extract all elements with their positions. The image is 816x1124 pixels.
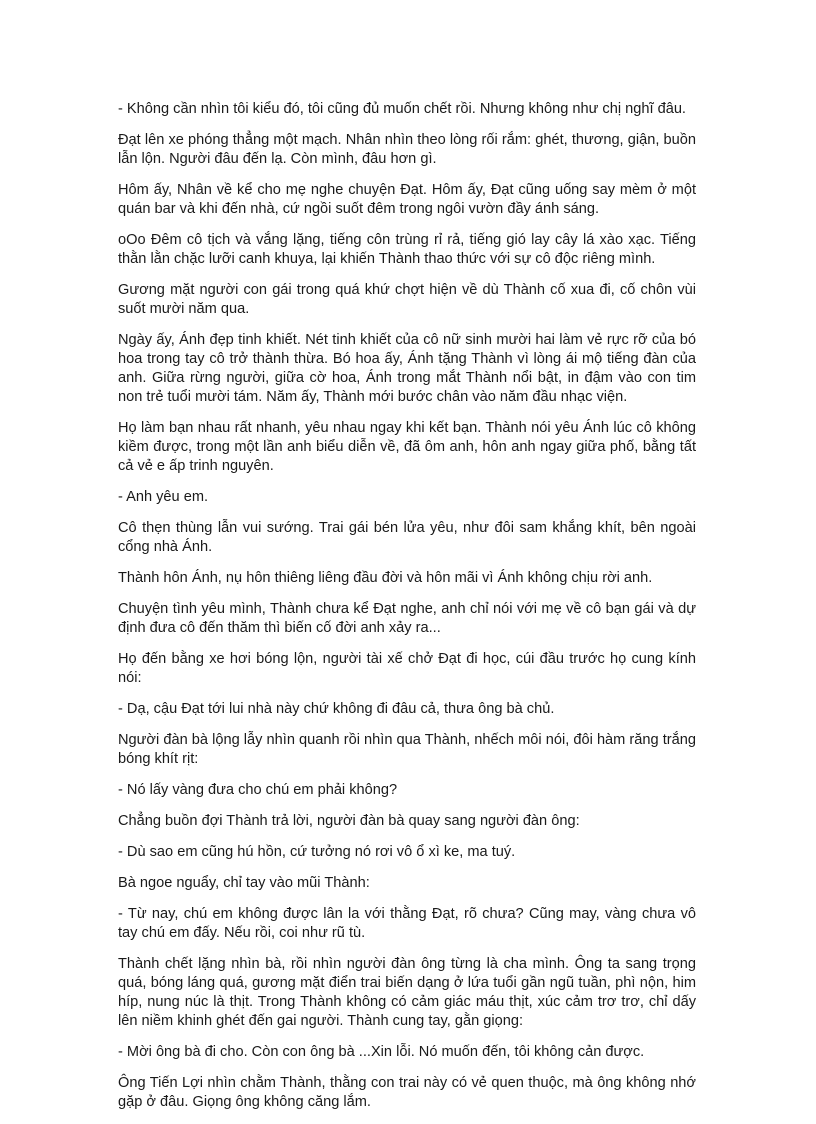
paragraph: Thành chết lặng nhìn bà, rồi nhìn người đàn ông từng là cha mình. Ông ta sang trọng quá, bóng láng quá, gương mặt điển trai biến dạng ở lứa tuổi gần ngũ tuần, phì nộn, him híp, nung núc là thịt. Trong Thành không có cảm giác máu thịt, xúc cảm trơ trơ, chỉ dấy lên niềm khinh ghét đến gai người. Thành cung tay, gằn giọng: xyxy=(118,956,696,1029)
paragraph: Họ đến bằng xe hơi bóng lộn, người tài xế chở Đạt đi học, cúi đầu trước họ cung kính nói: xyxy=(118,651,696,686)
paragraph: Họ làm bạn nhau rất nhanh, yêu nhau ngay khi kết bạn. Thành nói yêu Ánh lúc cô không kiềm được, trong một lần anh biểu diễn về, đã ôm anh, hôn anh ngay giữa phố, bằng tất cả vẻ e ấp trinh nguyên. xyxy=(118,420,696,474)
document-page xyxy=(118,100,696,1124)
paragraph: Cô thẹn thùng lẫn vui sướng. Trai gái bén lửa yêu, như đôi sam khắng khít, bên ngoài cổng nhà Ánh. xyxy=(118,520,696,555)
paragraph: Ông Tiến Lợi nhìn chằm Thành, thằng con trai này có vẻ quen thuộc, mà ông không nhớ gặp ở đâu. Giọng ông không căng lắm. xyxy=(118,1075,696,1110)
paragraph: Ngày ấy, Ánh đẹp tinh khiết. Nét tinh khiết của cô nữ sinh mười hai làm vẻ rực rỡ của bó hoa trong tay cô trở thành thừa. Bó hoa ấy, Ánh tặng Thành vì lòng ái mộ tiếng đàn của anh. Giữa rừng người, giữa cờ hoa, Ánh trong mắt Thành nổi bật, in đậm vào con tim non trẻ tuổi mười tám. Năm ấy, Thành mới bước chân vào năm đầu nhạc viện. xyxy=(118,332,696,405)
paragraph: - Dạ, cậu Đạt tới lui nhà này chứ không đi đâu cả, thưa ông bà chủ. xyxy=(118,701,555,717)
paragraph: Hôm ấy, Nhân về kể cho mẹ nghe chuyện Đạt. Hôm ấy, Đạt cũng uống say mèm ở một quán bar và khi đến nhà, cứ ngồi suốt đêm trong ngôi vườn đầy ánh sáng. xyxy=(118,182,696,217)
paragraph: - Mời ông bà đi cho. Còn con ông bà ...Xin lỗi. Nó muốn đến, tôi không cản được. xyxy=(118,1044,645,1060)
paragraph: - Nó lấy vàng đưa cho chú em phải không? xyxy=(118,782,398,798)
paragraph: - Không cần nhìn tôi kiểu đó, tôi cũng đủ muốn chết rồi. Nhưng không như chị nghĩ đâu. xyxy=(118,101,686,117)
paragraph: Thành hôn Ánh, nụ hôn thiêng liêng đầu đời và hôn mãi vì Ánh không chịu rời anh. xyxy=(118,570,653,586)
paragraph: Bà ngoe nguẩy, chỉ tay vào mũi Thành: xyxy=(118,875,370,891)
paragraph: - Anh yêu em. xyxy=(118,489,209,505)
paragraph: - Dù sao em cũng hú hồn, cứ tưởng nó rơi vô ổ xì ke, ma tuý. xyxy=(118,844,516,860)
paragraph: Gương mặt người con gái trong quá khứ chợt hiện về dù Thành cố xua đi, cố chôn vùi suốt mười năm qua. xyxy=(118,282,696,317)
paragraph: Đạt lên xe phóng thẳng một mạch. Nhân nhìn theo lòng rối rắm: ghét, thương, giận, buồn lẫn lộn. Người đâu đến lạ. Còn mình, đâu hơn gì. xyxy=(118,132,696,167)
paragraph: - Từ nay, chú em không được lân la với thằng Đạt, rõ chưa? Cũng may, vàng chưa vô tay chú em đấy. Nếu rồi, coi như rũ tù. xyxy=(118,906,696,941)
paragraph: oOo Đêm cô tịch và vắng lặng, tiếng côn trùng rỉ rả, tiếng gió lay cây lá xào xạc. Tiếng thằn lằn chặc lưỡi canh khuya, lại khiến Thành thao thức với sự cô độc riêng mình. xyxy=(118,232,696,267)
paragraph: Chẳng buồn đợi Thành trả lời, người đàn bà quay sang người đàn ông: xyxy=(118,813,580,829)
paragraph: Chuyện tình yêu mình, Thành chưa kể Đạt nghe, anh chỉ nói với mẹ về cô bạn gái và dự định đưa cô đến thăm thì biến cố đời anh xảy ra... xyxy=(118,601,696,636)
paragraph: Người đàn bà lộng lẫy nhìn quanh rồi nhìn qua Thành, nhếch môi nói, đôi hàm răng trắng bóng khít rịt: xyxy=(118,732,696,767)
